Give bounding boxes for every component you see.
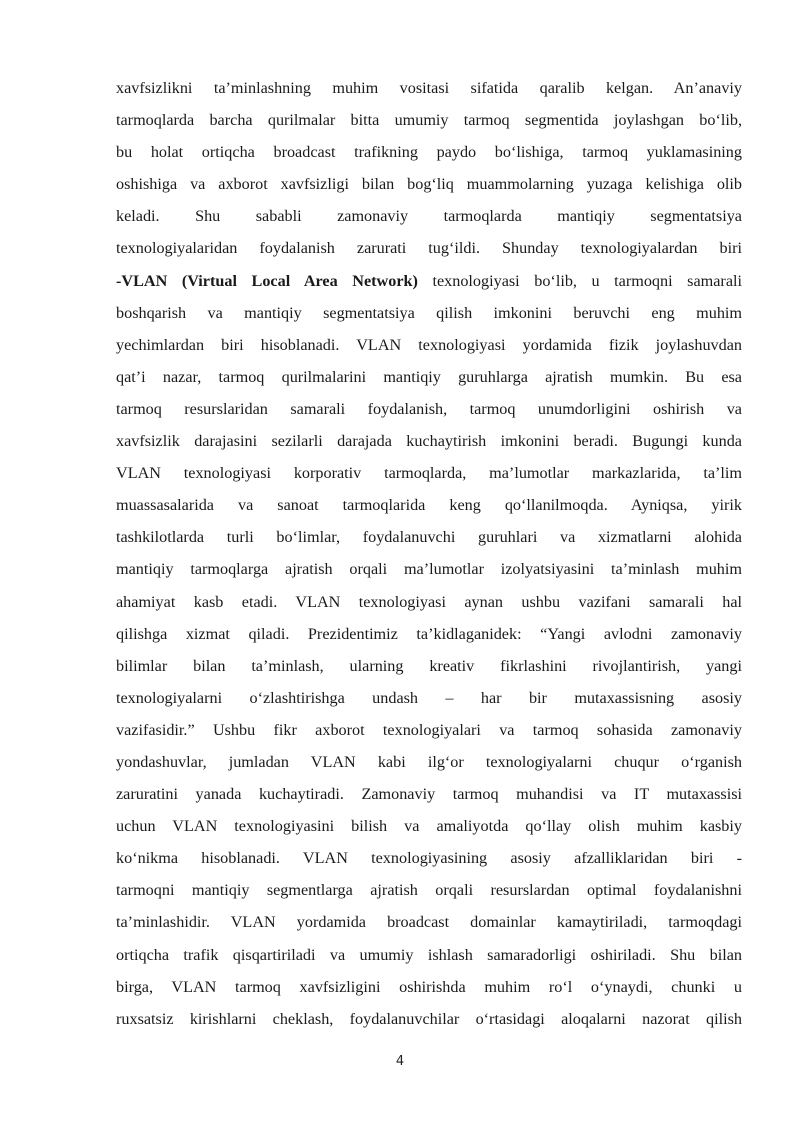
text-line: keladi. Shu sababli zamonaviy tarmoqlarda mantiqiy segmentatsiya <box>116 207 742 226</box>
text-line: muassasalarida va sanoat tarmoqlarida keng qo‘llanilmoqda. Ayniqsa, yirik <box>116 496 742 515</box>
text-line: tashkilotlarda turli bo‘limlar, foydalanuvchi guruhlari va xizmatlarni alohida <box>116 528 742 547</box>
text-line: vazifasidir.” Ushbu fikr axborot texnologiyalari va tarmoq sohasida zamonaviy <box>116 720 742 739</box>
text-line: xavfsizlikni ta’minlashning muhim vositasi sifatida qaralib kelgan. An’anaviy <box>116 79 742 97</box>
body-text <box>116 72 742 1035</box>
text-line <box>116 265 742 297</box>
text-line: yechimlardan biri hisoblanadi. VLAN texnologiyasi yordamida fizik joylashuvdan <box>116 335 742 354</box>
text-line: ruxsatsiz kirishlarni cheklash, foydalanuvchilar o‘rtasidagi aloqalarni nazorat qilish <box>116 1009 742 1028</box>
text-line: zaruratini yanada kuchaytiradi. Zamonaviy tarmoq muhandisi va IT mutaxassisi <box>116 785 742 804</box>
text-line: boshqarish va mantiqiy segmentatsiya qilish imkonini beruvchi eng muhim <box>116 303 742 322</box>
text-line: bilimlar bilan ta’minlash, ularning kreativ fikrlashini rivojlantirish, yangi <box>116 656 742 675</box>
text-line: yondashuvlar, jumladan VLAN kabi ilg‘or texnologiyalarni chuqur o‘rganish <box>116 752 742 771</box>
text-line: ta’minlashidir. VLAN yordamida broadcast domainlar kamaytiriladi, tarmoqdagi <box>116 913 742 932</box>
text-line: birga, VLAN tarmoq xavfsizligini oshirishda muhim ro‘l o‘ynaydi, chunki u <box>116 977 742 996</box>
text-line: oshishiga va axborot xavfsizligi bilan bog‘liq muammolarning yuzaga kelishiga olib <box>116 175 742 194</box>
text-line: texnologiyalaridan foydalanish zarurati tug‘ildi. Shunday texnologiyalardan biri <box>116 239 742 258</box>
text-line: texnologiyalarni o‘zlashtirishga undash – har bir mutaxassisning asosiy <box>116 688 742 707</box>
text-line: uchun VLAN texnologiyasini bilish va amaliyotda qo‘llay olish muhim kasbiy <box>116 817 742 836</box>
text-line: ahamiyat kasb etadi. VLAN texnologiyasi aynan ushbu vazifani samarali hal <box>116 592 742 611</box>
text-line: VLAN texnologiyasi korporativ tarmoqlarda, ma’lumotlar markazlarida, ta’lim <box>116 464 742 483</box>
text-line: qat’i nazar, tarmoq qurilmalarini mantiqiy guruhlarga ajratish mumkin. Bu esa <box>116 367 742 386</box>
text-line: tarmoqlarda barcha qurilmalar bitta umumiy tarmoq segmentida joylashgan bo‘lib, <box>116 111 742 130</box>
text-line: ortiqcha trafik qisqartiriladi va umumiy ishlash samaradorligi oshiriladi. Shu bilan <box>116 945 742 964</box>
text-run: texnologiyasi bo‘lib, u tarmoqni samarali <box>417 271 742 290</box>
text-line: tarmoq resurslaridan samarali foydalanish, tarmoq unumdorligini oshirish va <box>116 399 742 418</box>
text-line: mantiqiy tarmoqlarga ajratish orqali ma’lumotlar izolyatsiyasini ta’minlash muhim <box>116 560 742 579</box>
bold-term: -VLAN (Virtual Local Area Network) <box>116 271 418 290</box>
text-line: tarmoqni mantiqiy segmentlarga ajratish orqali resurslardan optimal foydalanishni <box>116 881 742 900</box>
text-line: bu holat ortiqcha broadcast trafikning paydo bo‘lishiga, tarmoq yuklamasining <box>116 143 742 162</box>
page-number: 4 <box>395 1054 405 1069</box>
text-line: ko‘nikma hisoblanadi. VLAN texnologiyasining asosiy afzalliklaridan biri - <box>116 849 742 868</box>
text-line: xavfsizlik darajasini sezilarli darajada kuchaytirish imkonini beradi. Bugungi kunda <box>116 432 742 451</box>
text-line: qilishga xizmat qiladi. Prezidentimiz ta’kidlaganidek: “Yangi avlodni zamonaviy <box>116 624 742 643</box>
